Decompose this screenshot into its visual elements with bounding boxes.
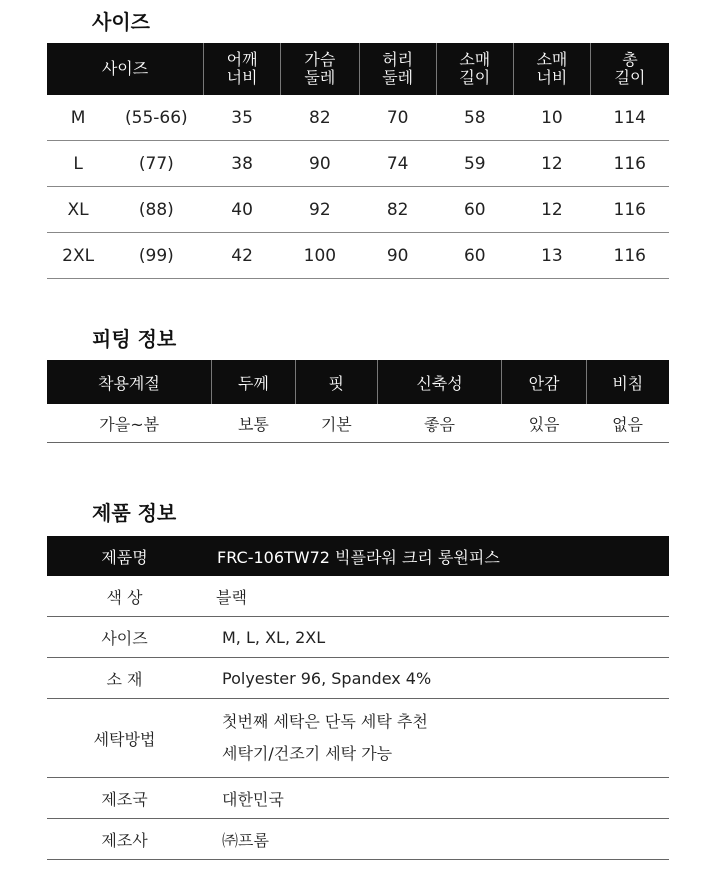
chest-cell: 90: [281, 141, 359, 187]
total-length-cell: 116: [591, 187, 670, 233]
waist-cell: 82: [359, 187, 436, 233]
product-name-value: FRC-106TW72 빅플라워 크리 롱원피스: [202, 536, 669, 576]
shoulder-cell: 40: [204, 187, 281, 233]
size-value: M, L, XL, 2XL: [202, 617, 669, 658]
fit-section-title: 피팅 정보: [92, 327, 177, 351]
size-cell: XL: [47, 187, 109, 233]
maker-label: 제조사: [47, 819, 202, 860]
waist-cell: 70: [359, 95, 436, 141]
table-row: [47, 187, 669, 233]
lining-value: 있음: [502, 404, 586, 443]
size-cell: 2XL: [47, 233, 109, 279]
shoulder-header: 어깨 너비: [204, 43, 281, 95]
wash-line: 첫번째 세탁은 단독 세탁 추천: [222, 712, 428, 731]
size-label: 사이즈: [47, 617, 202, 658]
table-row: [47, 617, 669, 658]
table-row: [47, 233, 669, 279]
chest-cell: 100: [281, 233, 359, 279]
total-length-header: 총 길이: [591, 43, 670, 95]
sleeve-length-cell: 59: [436, 141, 513, 187]
elasticity-header: 신축성: [377, 360, 502, 404]
color-value: 블랙: [202, 576, 669, 617]
sleeve-width-cell: 10: [513, 95, 590, 141]
waist-cell: 90: [359, 233, 436, 279]
wash-line: 세탁기/건조기 세탁 가능: [222, 744, 393, 763]
shoulder-cell: 42: [204, 233, 281, 279]
origin-value: 대한민국: [202, 778, 669, 819]
total-length-cell: 116: [591, 141, 670, 187]
total-length-cell: 114: [591, 95, 670, 141]
wash-value: [202, 699, 669, 778]
sleeve-width-header: 소매 너비: [513, 43, 590, 95]
waist-header: 허리 둘레: [359, 43, 436, 95]
sleeve-width-cell: 12: [513, 187, 590, 233]
color-label: 색 상: [47, 576, 202, 617]
shoulder-cell: 35: [204, 95, 281, 141]
size-cell: L: [47, 141, 109, 187]
maker-value: ㈜프롬: [202, 819, 669, 860]
table-row: [47, 404, 669, 443]
origin-label: 제조국: [47, 778, 202, 819]
sleeve-length-cell: 58: [436, 95, 513, 141]
thickness-value: 보통: [211, 404, 295, 443]
size-section-title: 사이즈: [92, 10, 150, 34]
size-table: [47, 43, 669, 279]
table-row: [47, 658, 669, 699]
size-range-cell: (77): [109, 141, 203, 187]
season-header: 착용계절: [47, 360, 211, 404]
size-range-cell: (88): [109, 187, 203, 233]
table-row: [47, 141, 669, 187]
size-table-header: [47, 43, 669, 95]
table-row: [47, 536, 669, 576]
product-name-label: 제품명: [47, 536, 202, 576]
sleeve-width-cell: 13: [513, 233, 590, 279]
table-row: [47, 576, 669, 617]
sleeve-length-cell: 60: [436, 233, 513, 279]
elasticity-value: 좋음: [377, 404, 502, 443]
product-table: [47, 536, 669, 860]
shoulder-cell: 38: [204, 141, 281, 187]
size-cell: M: [47, 95, 109, 141]
total-length-cell: 116: [591, 233, 670, 279]
fit-table-header: [47, 360, 669, 404]
product-section-title: 제품 정보: [92, 501, 177, 525]
sleeve-length-header: 소매 길이: [436, 43, 513, 95]
chest-header: 가슴 둘레: [281, 43, 359, 95]
table-row: [47, 699, 669, 778]
size-range-cell: (99): [109, 233, 203, 279]
material-label: 소 재: [47, 658, 202, 699]
table-row: [47, 95, 669, 141]
fit-table: [47, 360, 669, 443]
thickness-header: 두께: [211, 360, 295, 404]
season-value: 가을~봄: [47, 404, 211, 443]
fit-value: 기본: [296, 404, 378, 443]
wash-label: 세탁방법: [47, 699, 202, 778]
sheerness-header: 비침: [586, 360, 669, 404]
sleeve-width-cell: 12: [513, 141, 590, 187]
table-row: [47, 778, 669, 819]
fit-header: 핏: [296, 360, 378, 404]
table-row: [47, 819, 669, 860]
chest-cell: 82: [281, 95, 359, 141]
size-range-cell: (55-66): [109, 95, 203, 141]
size-header: 사이즈: [47, 43, 204, 95]
material-value: Polyester 96, Spandex 4%: [202, 658, 669, 699]
sleeve-length-cell: 60: [436, 187, 513, 233]
sheerness-value: 없음: [586, 404, 669, 443]
chest-cell: 92: [281, 187, 359, 233]
waist-cell: 74: [359, 141, 436, 187]
lining-header: 안감: [502, 360, 586, 404]
